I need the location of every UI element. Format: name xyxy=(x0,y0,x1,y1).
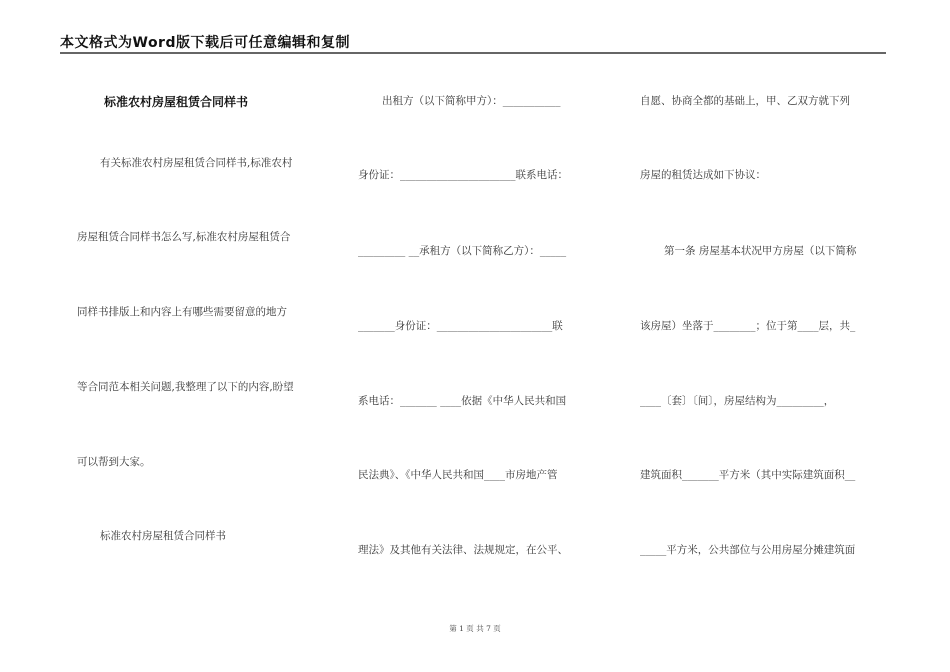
paragraph-line: ____〔套〕〔间〕，房屋结构为_________， xyxy=(640,395,835,407)
paragraph-line: 出租方（以下简称甲方）：___________ xyxy=(382,95,561,107)
subheading-line: 标准农村房屋租赁合同样书 xyxy=(100,530,226,542)
paragraph-line: 建筑面积_______平方米（其中实际建筑面积__ xyxy=(640,469,856,481)
paragraph-line: 有关标准农村房屋租赁合同样书,标准农村 xyxy=(100,157,293,169)
paragraph-line: 系电话：_______ ____依据《中华人民共和国 xyxy=(358,395,567,407)
paragraph-line: _______身份证：______________________联 xyxy=(358,320,563,332)
paragraph-line: 该房屋）坐落于________；位于第____层，共_ xyxy=(640,320,856,332)
paragraph-line: 等合同范本相关问题,我整理了以下的内容,盼望 xyxy=(77,381,294,393)
paragraph-line: 自愿、协商全都的基础上，甲、乙双方就下列 xyxy=(640,95,850,107)
paragraph-line: 房屋的租赁达成如下协议： xyxy=(640,169,766,181)
header-text: 本文格式为Word版下载后可任意编辑和复制 xyxy=(60,35,350,51)
paragraph-line: 理法》及其他有关法律、法规规定，在公平、 xyxy=(358,544,568,556)
paragraph-line: 民法典》、《中华人民共和国____市房地产管 xyxy=(358,469,558,481)
document-title: 标准农村房屋租赁合同样书 xyxy=(104,95,249,109)
paragraph-line: 身份证：______________________联系电话： xyxy=(358,169,568,181)
paragraph-line: 第一条 房屋基本状况甲方房屋（以下简称 xyxy=(664,245,857,257)
paragraph-line: 房屋租赁合同样书怎么写,标准农村房屋租赁合 xyxy=(77,231,291,243)
document-header xyxy=(60,30,886,54)
page-number: 第 1 页 共 7 页 xyxy=(449,624,501,633)
paragraph-line: _________ __承租方（以下简称乙方）：_____ xyxy=(358,245,567,257)
paragraph-line: 可以帮到大家。 xyxy=(77,456,151,468)
paragraph-line: 同样书排版上和内容上有哪些需要留意的地方 xyxy=(77,306,287,318)
paragraph-line: _____平方米，公共部位与公用房屋分摊建筑面 xyxy=(640,544,856,556)
